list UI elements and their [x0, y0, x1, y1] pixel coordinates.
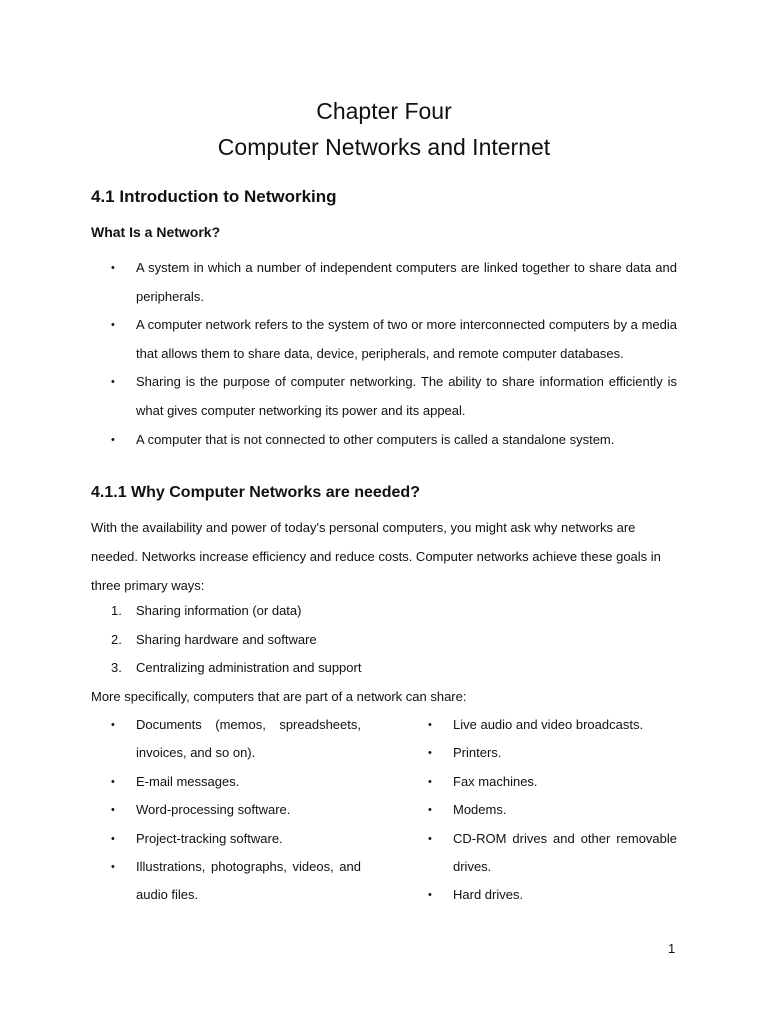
list-item: • E-mail messages.: [111, 768, 361, 796]
list-item: • Illustrations, photographs, videos, and audio files.: [111, 853, 361, 910]
shareable-items-right: [428, 711, 677, 910]
list-item: • A computer network refers to the system of two or more interconnected computers by a media that allows them to share data, device, peripherals, and remote computer databases.: [111, 311, 677, 368]
list-item: • CD-ROM drives and other removable drives.: [428, 825, 677, 882]
list-item: • A system in which a number of independent computers are linked together to share data and peripherals.: [111, 254, 677, 311]
list-item: • Live audio and video broadcasts.: [428, 711, 677, 739]
list-item: • Sharing is the purpose of computer networking. The ability to share information efficiently is what gives computer networking its power and its appeal.: [111, 368, 677, 425]
section-heading-4-1: 4.1 Introduction to Networking: [91, 187, 337, 206]
list-item: • Hard drives.: [428, 881, 677, 909]
chapter-subject: Computer Networks and Internet: [217, 134, 551, 160]
shareable-items-left: [111, 711, 361, 910]
primary-ways-list: [111, 597, 361, 683]
intro-paragraph: With the availability and power of today's personal computers, you might ask why networks are needed. Networks increase efficiency and reduce costs. Computer networks achieve these goals in three primary ways:: [91, 520, 661, 593]
list-item: [111, 597, 361, 626]
list-item: • Fax machines.: [428, 768, 677, 796]
list-item: • Project-tracking software.: [111, 825, 361, 853]
item-text: Sharing information (or data): [136, 603, 302, 618]
share-intro: More specifically, computers that are part of a network can share:: [91, 689, 467, 704]
item-text: Sharing hardware and software: [136, 631, 317, 647]
item-number: 1.: [111, 603, 122, 618]
list-item: • Documents (memos, spreadsheets, invoices, and so on).: [111, 711, 361, 768]
chapter-number: Chapter Four: [316, 98, 452, 124]
list-item: [111, 654, 361, 683]
subheading-what-is-network: What Is a Network?: [91, 224, 221, 240]
item-text: Centralizing administration and support: [136, 660, 362, 675]
list-item: • Word-processing software.: [111, 796, 361, 824]
section-heading-4-1-1: 4.1.1 Why Computer Networks are needed?: [91, 484, 420, 501]
chapter-title: [0, 93, 768, 165]
list-item: [111, 626, 361, 655]
list-item: • A computer that is not connected to other computers is called a standalone system.: [111, 426, 677, 455]
item-number: 3.: [111, 660, 122, 675]
page-number: 1: [668, 941, 676, 956]
item-number: 2.: [111, 631, 122, 647]
list-item: • Modems.: [428, 796, 677, 824]
network-definition-list: [111, 254, 677, 454]
list-item: • Printers.: [428, 739, 677, 767]
